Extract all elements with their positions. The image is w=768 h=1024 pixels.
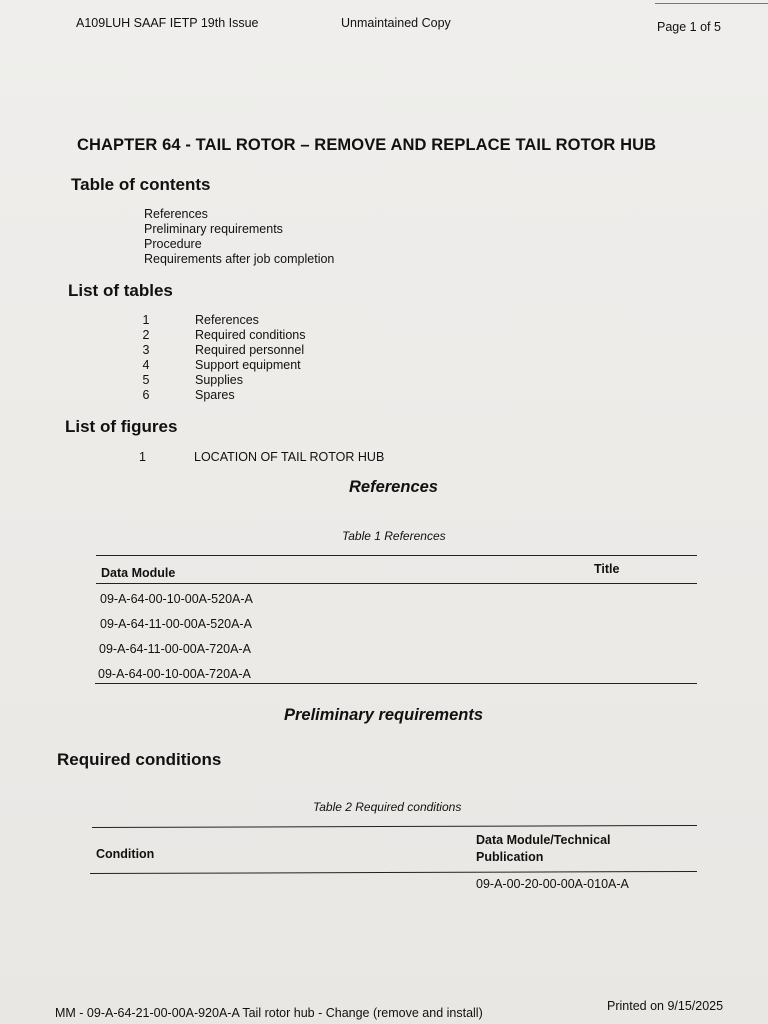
figure-list-item[interactable] xyxy=(139,450,539,465)
column-header-data-module-line-1: Data Module/Technical xyxy=(476,833,611,847)
table-row-data-module[interactable]: 09-A-64-11-00-00A-720A-A xyxy=(99,642,251,656)
table-number: 1 xyxy=(142,313,150,327)
table-number: 6 xyxy=(142,388,150,402)
toc-item[interactable]: Preliminary requirements xyxy=(144,222,283,236)
chapter-title: CHAPTER 64 - TAIL ROTOR – REMOVE AND REPLACE TAIL ROTOR HUB xyxy=(77,136,657,154)
table-label: Support equipment xyxy=(195,358,301,372)
footer-document-id: MM - 09-A-64-21-00-00A-920A-A Tail rotor hub - Change (remove and install) xyxy=(55,1006,483,1020)
footer-print-date: Printed on 9/15/2025 xyxy=(607,999,724,1013)
table-label: Required conditions xyxy=(195,328,306,342)
figure-number: 1 xyxy=(139,450,146,464)
table-row-data-module[interactable]: 09-A-64-11-00-00A-520A-A xyxy=(100,617,252,631)
table-row-data-module[interactable]: 09-A-64-00-10-00A-720A-A xyxy=(98,667,251,681)
figure-label: LOCATION OF TAIL ROTOR HUB xyxy=(194,450,385,464)
column-header-data-module: Data Module xyxy=(101,566,176,580)
table-1-bottom-rule xyxy=(95,683,697,684)
toc-item[interactable]: Procedure xyxy=(144,237,202,251)
list-of-tables-heading: List of tables xyxy=(68,281,173,300)
top-edge-line xyxy=(655,3,768,4)
table-label: Supplies xyxy=(195,373,243,387)
header-copy-status: Unmaintained Copy xyxy=(341,16,451,30)
table-number: 3 xyxy=(142,343,150,357)
table-1-caption: Table 1 References xyxy=(342,529,446,543)
table-label: Spares xyxy=(195,388,235,402)
table-label: References xyxy=(195,313,259,327)
required-conditions-heading: Required conditions xyxy=(57,750,222,769)
table-row-data-module[interactable]: 09-A-00-20-00-00A-010A-A xyxy=(476,877,629,891)
table-number: 5 xyxy=(142,373,150,387)
table-1-top-rule xyxy=(96,555,697,556)
table-number: 4 xyxy=(142,358,150,372)
column-header-condition: Condition xyxy=(96,847,155,861)
table-2-caption: Table 2 Required conditions xyxy=(313,800,462,814)
header-publication: A109LUH SAAF IETP 19th Issue xyxy=(76,16,259,30)
toc-item[interactable]: Requirements after job completion xyxy=(144,252,335,266)
table-2-header-rule xyxy=(90,871,697,874)
column-header-title: Title xyxy=(594,562,620,576)
table-1-header-rule xyxy=(96,583,697,584)
table-number: 2 xyxy=(142,328,150,342)
toc-list xyxy=(144,207,334,267)
list-of-figures-heading: List of figures xyxy=(65,417,178,436)
table-label: Required personnel xyxy=(195,343,305,357)
toc-heading: Table of contents xyxy=(71,175,211,194)
toc-item[interactable]: References xyxy=(144,207,208,221)
table-row-data-module[interactable]: 09-A-64-00-10-00A-520A-A xyxy=(100,592,253,606)
column-header-data-module-line-2: Publication xyxy=(476,850,544,864)
header-page-number: Page 1 of 5 xyxy=(657,20,721,34)
preliminary-requirements-heading: Preliminary requirements xyxy=(284,706,483,724)
references-heading: References xyxy=(349,478,438,496)
table-2-top-rule xyxy=(92,825,697,828)
